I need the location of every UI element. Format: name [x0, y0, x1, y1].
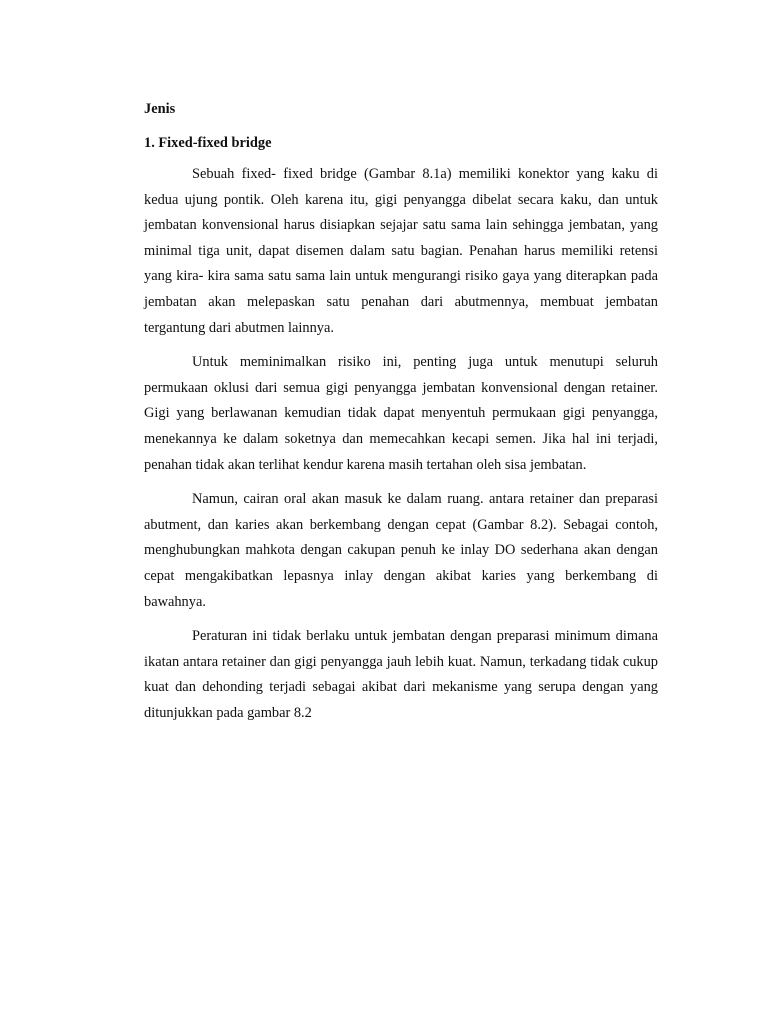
paragraph-2: Untuk meminimalkan risiko ini, penting juga untuk menutupi seluruh permukaan oklusi dari semua gigi penyangga jembatan konvensional dengan retainer. Gigi yang berlawanan kemudian tidak dapat menyentuh permukaan gigi penyangga, menekannya ke dalam soketnya dan memecahkan kecapi semen. Jika hal ini terjadi, penahan tidak akan terlihat kendur karena masih tertahan oleh sisa jembatan.	[144, 354, 658, 473]
document-page	[144, 96, 658, 735]
paragraph-4: Peraturan ini tidak berlaku untuk jembatan dengan preparasi minimum dimana ikatan antara retainer dan gigi penyangga jauh lebih kuat. Namun, terkadang tidak cukup kuat dan dehonding terjadi sebagai akibat dari mekanisme yang serupa dengan yang ditunjukkan pada gambar 8.2	[144, 628, 658, 721]
section-heading: Jenis	[144, 101, 176, 117]
subsection-heading: 1. Fixed-fixed bridge	[144, 135, 272, 151]
paragraph-1: Sebuah fixed- fixed bridge (Gambar 8.1a) memiliki konektor yang kaku di kedua ujung pontik. Oleh karena itu, gigi penyangga dibelat secara kaku, dan untuk jembatan konvensional harus disiapkan sejajar satu sama lain sehingga jembatan, yang minimal tiga unit, dapat disemen dalam satu bagian. Penahan harus memiliki retensi yang kira- kira sama satu sama lain untuk mengurangi risiko gaya yang diterapkan pada jembatan akan melepaskan satu penahan dari abutmennya, membuat jembatan tergantung dari abutmen lainnya.	[144, 166, 658, 336]
paragraph-3: Namun, cairan oral akan masuk ke dalam ruang. antara retainer dan preparasi abutment, dan karies akan berkembang dengan cepat (Gambar 8.2). Sebagai contoh, menghubungkan mahkota dengan cakupan penuh ke inlay DO sederhana akan dengan cepat mengakibatkan lepasnya inlay dengan akibat karies yang berkembang di bawahnya.	[144, 491, 658, 610]
